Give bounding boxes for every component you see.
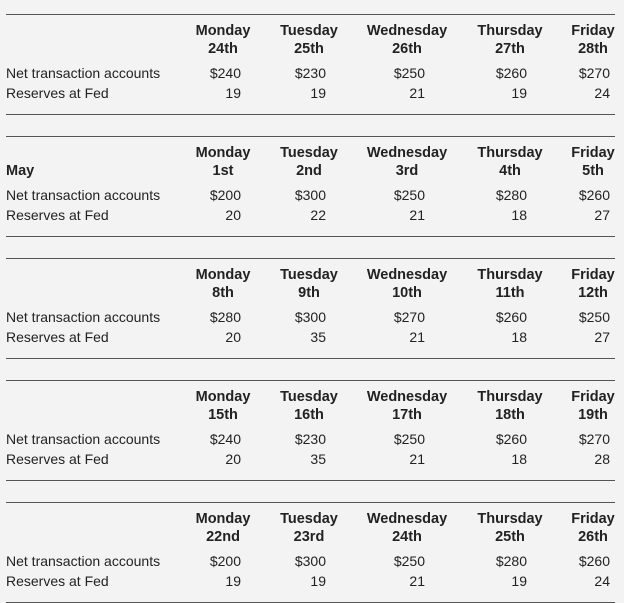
day-name: Wednesday — [366, 389, 448, 405]
row-label-net-transaction-accounts: Net transaction accounts — [6, 65, 161, 81]
day-header — [259, 144, 359, 180]
day-date: 26th — [392, 41, 422, 57]
net-transaction-value: $260 — [578, 187, 610, 203]
net-transaction-value: $300 — [294, 309, 326, 325]
day-name: Thursday — [477, 511, 543, 527]
day-date: 17th — [392, 407, 422, 423]
day-name: Friday — [571, 267, 615, 283]
divider-top — [6, 380, 615, 381]
net-transaction-value: $280 — [209, 309, 241, 325]
day-header — [543, 266, 624, 302]
reserves-value: 21 — [409, 85, 425, 101]
day-name: Tuesday — [280, 511, 338, 527]
day-header — [173, 144, 273, 180]
reserves-value: 19 — [511, 573, 527, 589]
net-transaction-value: $250 — [578, 309, 610, 325]
day-name: Monday — [195, 389, 251, 405]
day-name: Monday — [195, 23, 251, 39]
reserves-value: 19 — [310, 573, 326, 589]
net-transaction-value: $260 — [578, 553, 610, 569]
day-name: Friday — [571, 389, 615, 405]
divider-bottom — [6, 236, 615, 237]
day-date: 15th — [208, 407, 238, 423]
day-name: Tuesday — [280, 267, 338, 283]
net-transaction-value: $280 — [495, 187, 527, 203]
reserves-value: 19 — [225, 573, 241, 589]
day-name: Monday — [195, 267, 251, 283]
net-transaction-value: $280 — [495, 553, 527, 569]
day-name: Tuesday — [280, 389, 338, 405]
net-transaction-value: $250 — [393, 431, 425, 447]
day-date: 27th — [495, 41, 525, 57]
reserves-value: 24 — [594, 85, 610, 101]
day-date: 22nd — [206, 529, 240, 545]
day-name: Thursday — [477, 23, 543, 39]
week-block — [0, 14, 616, 114]
net-transaction-value: $250 — [393, 187, 425, 203]
net-transaction-value: $300 — [294, 553, 326, 569]
row-label-reserves-at-fed: Reserves at Fed — [6, 329, 109, 345]
week-block — [0, 502, 616, 602]
reserves-value: 19 — [511, 85, 527, 101]
day-header — [173, 266, 273, 302]
day-date: 9th — [298, 285, 320, 301]
day-date: 24th — [392, 529, 422, 545]
day-date: 24th — [208, 41, 238, 57]
net-transaction-value: $260 — [495, 309, 527, 325]
day-header — [259, 22, 359, 58]
day-name: Friday — [571, 145, 615, 161]
day-header — [543, 22, 624, 58]
reserves-value: 21 — [409, 451, 425, 467]
day-date: 19th — [578, 407, 608, 423]
day-name: Wednesday — [366, 511, 448, 527]
day-name: Tuesday — [280, 145, 338, 161]
net-transaction-value: $260 — [495, 431, 527, 447]
day-date: 1st — [212, 163, 234, 179]
day-name: Thursday — [477, 389, 543, 405]
day-header — [173, 388, 273, 424]
divider-top — [6, 258, 615, 259]
reserves-value: 19 — [225, 85, 241, 101]
day-header — [543, 144, 624, 180]
week-block — [0, 136, 616, 236]
divider-top — [6, 502, 615, 503]
row-label-reserves-at-fed: Reserves at Fed — [6, 451, 109, 467]
reserves-value: 22 — [310, 207, 326, 223]
day-name: Tuesday — [280, 23, 338, 39]
day-date: 28th — [578, 41, 608, 57]
reserves-value: 21 — [409, 207, 425, 223]
reserves-value: 18 — [511, 329, 527, 345]
day-date: 2nd — [296, 163, 322, 179]
divider-bottom — [6, 114, 615, 115]
day-date: 26th — [578, 529, 608, 545]
day-date: 11th — [495, 285, 525, 301]
reserves-value: 20 — [225, 451, 241, 467]
day-name: Monday — [195, 511, 251, 527]
day-date: 25th — [294, 41, 324, 57]
day-header — [357, 144, 457, 180]
day-header — [357, 510, 457, 546]
reserves-value: 21 — [409, 573, 425, 589]
day-header — [173, 510, 273, 546]
day-date: 25th — [495, 529, 525, 545]
net-transaction-value: $240 — [209, 431, 241, 447]
row-label-net-transaction-accounts: Net transaction accounts — [6, 187, 161, 203]
reserves-value: 28 — [594, 451, 610, 467]
day-date: 23rd — [293, 529, 325, 545]
day-name: Thursday — [477, 145, 543, 161]
net-transaction-value: $250 — [393, 553, 425, 569]
day-date: 16th — [294, 407, 324, 423]
reserves-value: 24 — [594, 573, 610, 589]
net-transaction-value: $200 — [209, 187, 241, 203]
divider-top — [6, 136, 615, 137]
net-transaction-value: $300 — [294, 187, 326, 203]
reserves-value: 19 — [310, 85, 326, 101]
day-name: Monday — [195, 145, 251, 161]
row-label-reserves-at-fed: Reserves at Fed — [6, 573, 109, 589]
day-header — [543, 388, 624, 424]
day-header — [357, 22, 457, 58]
day-name: Wednesday — [366, 145, 448, 161]
month-label: May — [6, 163, 35, 179]
week-block — [0, 258, 616, 358]
reserves-value: 27 — [594, 207, 610, 223]
day-header — [259, 388, 359, 424]
net-transaction-value: $270 — [578, 431, 610, 447]
day-header — [173, 22, 273, 58]
day-name: Friday — [571, 23, 615, 39]
reserves-value: 18 — [511, 207, 527, 223]
day-date: 18th — [495, 407, 525, 423]
day-date: 10th — [392, 285, 422, 301]
day-header — [357, 266, 457, 302]
day-date: 8th — [212, 285, 234, 301]
divider-bottom — [6, 480, 615, 481]
net-transaction-value: $230 — [294, 431, 326, 447]
row-label-reserves-at-fed: Reserves at Fed — [6, 207, 109, 223]
net-transaction-value: $200 — [209, 553, 241, 569]
reserves-value: 20 — [225, 329, 241, 345]
net-transaction-value: $230 — [294, 65, 326, 81]
day-date: 12th — [578, 285, 608, 301]
day-date: 4th — [499, 163, 521, 179]
divider-bottom — [6, 358, 615, 359]
net-transaction-value: $260 — [495, 65, 527, 81]
day-name: Thursday — [477, 267, 543, 283]
day-header — [259, 510, 359, 546]
reserves-value: 21 — [409, 329, 425, 345]
day-header — [357, 388, 457, 424]
row-label-net-transaction-accounts: Net transaction accounts — [6, 553, 161, 569]
net-transaction-value: $250 — [393, 65, 425, 81]
reserves-value: 35 — [310, 451, 326, 467]
day-name: Wednesday — [366, 267, 448, 283]
reserves-value: 18 — [511, 451, 527, 467]
reserves-value: 35 — [310, 329, 326, 345]
divider-top — [6, 14, 615, 15]
day-date: 5th — [582, 163, 604, 179]
day-name: Friday — [571, 511, 615, 527]
week-block — [0, 380, 616, 480]
row-label-reserves-at-fed: Reserves at Fed — [6, 85, 109, 101]
day-name: Wednesday — [366, 23, 448, 39]
reserves-value: 27 — [594, 329, 610, 345]
net-transaction-value: $240 — [209, 65, 241, 81]
row-label-net-transaction-accounts: Net transaction accounts — [6, 309, 161, 325]
day-date: 3rd — [395, 163, 419, 179]
net-transaction-value: $270 — [578, 65, 610, 81]
net-transaction-value: $270 — [393, 309, 425, 325]
day-header — [259, 266, 359, 302]
reserves-value: 20 — [225, 207, 241, 223]
row-label-net-transaction-accounts: Net transaction accounts — [6, 431, 161, 447]
day-header — [543, 510, 624, 546]
